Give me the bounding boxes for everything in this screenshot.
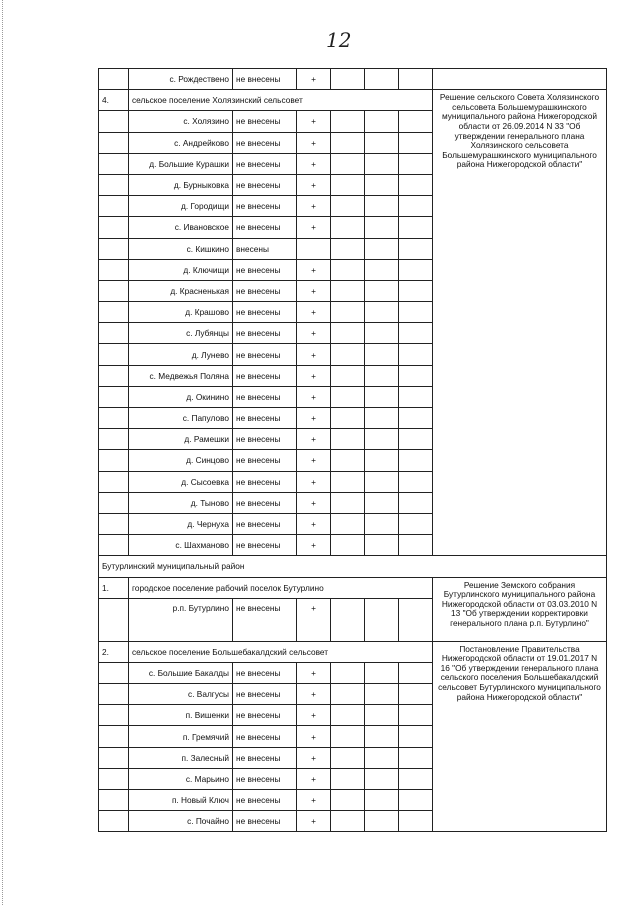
plus-mark: + [297,302,331,323]
district-row [99,556,607,577]
section-number: 2. [99,641,129,662]
settlement-name: д. Сысоевка [129,471,233,492]
changes-status: не внесены [233,492,297,513]
decision-text: Постановление Правительства Нижегородской области от 19.01.2017 N 16 "Об утверждении генерального плана сельского поселения Большебакалдский сельсовет Бутурлинского муниципального района Нижегородской области" [433,641,607,832]
plus-mark: + [297,174,331,195]
changes-status: не внесены [233,323,297,344]
changes-status: не внесены [233,153,297,174]
changes-status: не внесены [233,513,297,534]
plus-mark: + [297,69,331,90]
changes-status: не внесены [233,259,297,280]
decision-text: Решение сельского Совета Холязинского сельсовета Большемурашкинского муниципального района Нижегородской области от 26.09.2014 N 33 "Об утверждении генерального плана Холязинского сельсовета Большемурашкинского муниципального района Нижегородской области" [433,90,607,556]
changes-status: не внесены [233,598,297,641]
plus-mark: + [297,386,331,407]
plus-mark: + [297,471,331,492]
settlement-name: д. Рамешки [129,429,233,450]
plus-mark: + [297,513,331,534]
plus-mark: + [297,365,331,386]
plus-mark: + [297,323,331,344]
district-title: Бутурлинский муниципальный район [99,556,607,577]
changes-status: не внесены [233,429,297,450]
settlement-name: с. Лубянцы [129,323,233,344]
settlement-name: д. Городищи [129,196,233,217]
plus-mark: + [297,111,331,132]
section-row [99,641,607,662]
changes-status: внесены [233,238,297,259]
plus-mark: + [297,747,331,768]
changes-status: не внесены [233,302,297,323]
settlement-name: с. Кишкино [129,238,233,259]
settlement-name: д. Ключищи [129,259,233,280]
settlement-name: д. Чернуха [129,513,233,534]
settlement-name: с. Холязино [129,111,233,132]
settlement-name: с. Почайно [129,811,233,832]
plus-mark: + [297,535,331,556]
settlement-name: д. Крашово [129,302,233,323]
decision-text: Решение Земского собрания Бутурлинского муниципального района Нижегородской области от 03.03.2010 N 13 "Об утверждении корректировки генерального плана р.п. Бутурлино" [433,577,607,641]
section-row [99,90,607,111]
section-number: 4. [99,90,129,111]
changes-status: не внесены [233,471,297,492]
section-row [99,577,607,598]
plus-mark: + [297,153,331,174]
plus-mark: + [297,705,331,726]
changes-status: не внесены [233,132,297,153]
plus-mark: + [297,790,331,811]
plus-mark: + [297,598,331,641]
plus-mark: + [297,768,331,789]
settlement-name: д. Лунево [129,344,233,365]
settlement-name: р.п. Бутурлино [129,598,233,641]
settlement-name: п. Залесный [129,747,233,768]
registry-table [98,68,607,832]
plus-mark: + [297,132,331,153]
settlement-name: с. Ивановское [129,217,233,238]
changes-status: не внесены [233,790,297,811]
plus-mark: + [297,280,331,301]
plus-mark: + [297,259,331,280]
plus-mark: + [297,811,331,832]
settlement-name: п. Вишенки [129,705,233,726]
plus-mark: + [297,344,331,365]
settlement-name: с. Шахманово [129,535,233,556]
section-number: 1. [99,577,129,598]
changes-status: не внесены [233,662,297,683]
changes-status: не внесены [233,386,297,407]
changes-status: не внесены [233,111,297,132]
settlement-name: д. Красненькая [129,280,233,301]
settlement-name: с. Рождествено [129,69,233,90]
settlement-name: с. Папулово [129,408,233,429]
settlement-name: с. Андрейково [129,132,233,153]
settlement-name: д. Окинино [129,386,233,407]
table-row [99,69,607,90]
settlement-name: д. Большие Курашки [129,153,233,174]
plus-mark [297,238,331,259]
changes-status: не внесены [233,408,297,429]
changes-status: не внесены [233,705,297,726]
changes-status: не внесены [233,174,297,195]
settlement-name: д. Синцово [129,450,233,471]
plus-mark: + [297,196,331,217]
plus-mark: + [297,429,331,450]
settlement-name: д. Тыново [129,492,233,513]
changes-status: не внесены [233,768,297,789]
changes-status: не внесены [233,69,297,90]
section-title: сельское поселение Холязинский сельсовет [129,90,433,111]
settlement-name: с. Большие Бакалды [129,662,233,683]
settlement-name: с. Медвежья Поляна [129,365,233,386]
changes-status: не внесены [233,217,297,238]
plus-mark: + [297,217,331,238]
changes-status: не внесены [233,344,297,365]
plus-mark: + [297,492,331,513]
settlement-name: п. Гремячий [129,726,233,747]
section-title: сельское поселение Большебакалдский сельсовет [129,641,433,662]
settlement-name: д. Бурныковка [129,174,233,195]
changes-status: не внесены [233,280,297,301]
section-title: городское поселение рабочий поселок Бутурлино [129,577,433,598]
plus-mark: + [297,408,331,429]
page-number: 12 [326,28,352,52]
settlement-name: с. Марьино [129,768,233,789]
changes-status: не внесены [233,684,297,705]
changes-status: не внесены [233,196,297,217]
scan-edge-dots [2,0,3,905]
plus-mark: + [297,684,331,705]
changes-status: не внесены [233,726,297,747]
changes-status: не внесены [233,747,297,768]
plus-mark: + [297,662,331,683]
plus-mark: + [297,450,331,471]
plus-mark: + [297,726,331,747]
changes-status: не внесены [233,811,297,832]
settlement-name: п. Новый Ключ [129,790,233,811]
settlement-name: с. Валгусы [129,684,233,705]
changes-status: не внесены [233,450,297,471]
changes-status: не внесены [233,365,297,386]
changes-status: не внесены [233,535,297,556]
